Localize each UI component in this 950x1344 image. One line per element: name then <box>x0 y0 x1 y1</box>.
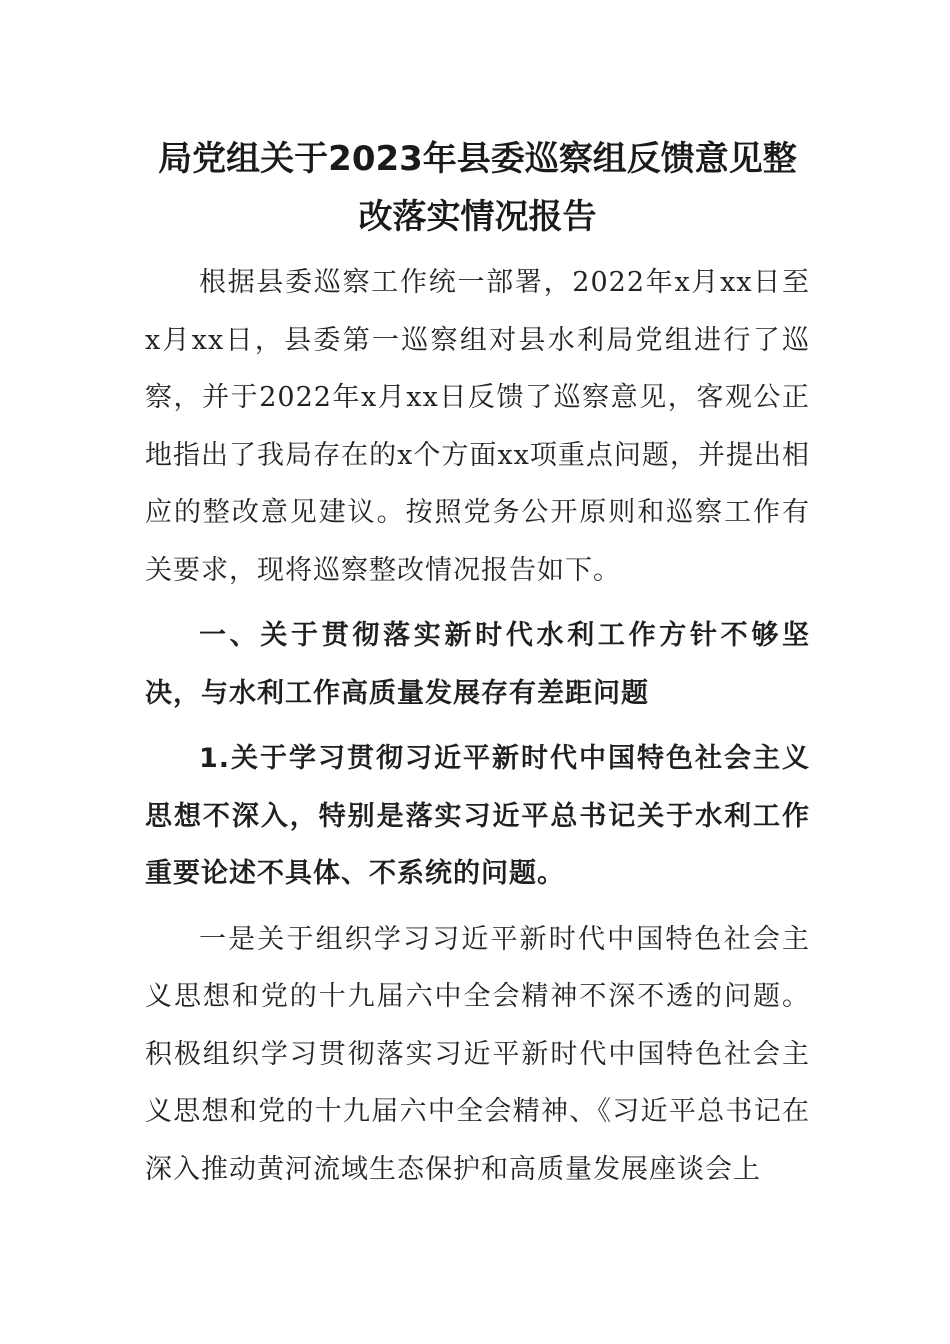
title-line-2: 改落实情况报告 <box>358 197 597 237</box>
document-title <box>135 130 820 246</box>
document-page <box>145 130 810 1198</box>
intro-paragraph: 根据县委巡察工作统一部署，2022年x月xx日至x月xx日，县委第一巡察组对县水利局党组进行了巡察，并于2022年x月xx日反馈了巡察意见，客观公正地指出了我局存在的x个方面xx项重点问题，并提出相应的整改意见建议。按照党务公开原则和巡察工作有关要求，现将巡察整改情况报告如下。 <box>145 267 810 586</box>
body-paragraph-2: 一是关于组织学习习近平新时代中国特色社会主义思想和党的十九届六中全会精神不深不透的问题。积极组织学习贯彻落实习近平新时代中国特色社会主义思想和党的十九届六中全会精神、《习近平总书记在深入推动黄河流域生态保护和高质量发展座谈会上 <box>145 923 810 1185</box>
subsection-heading-1: 1.关于学习贯彻习近平新时代中国特色社会主义思想不深入，特别是落实习近平总书记关于水利工作重要论述不具体、不系统的问题。 <box>145 743 810 889</box>
section-heading-1: 一、关于贯彻落实新时代水利工作方针不够坚决，与水利工作高质量发展存有差距问题 <box>145 620 810 709</box>
title-line-1: 局党组关于2023年县委巡察组反馈意见整 <box>158 139 797 179</box>
